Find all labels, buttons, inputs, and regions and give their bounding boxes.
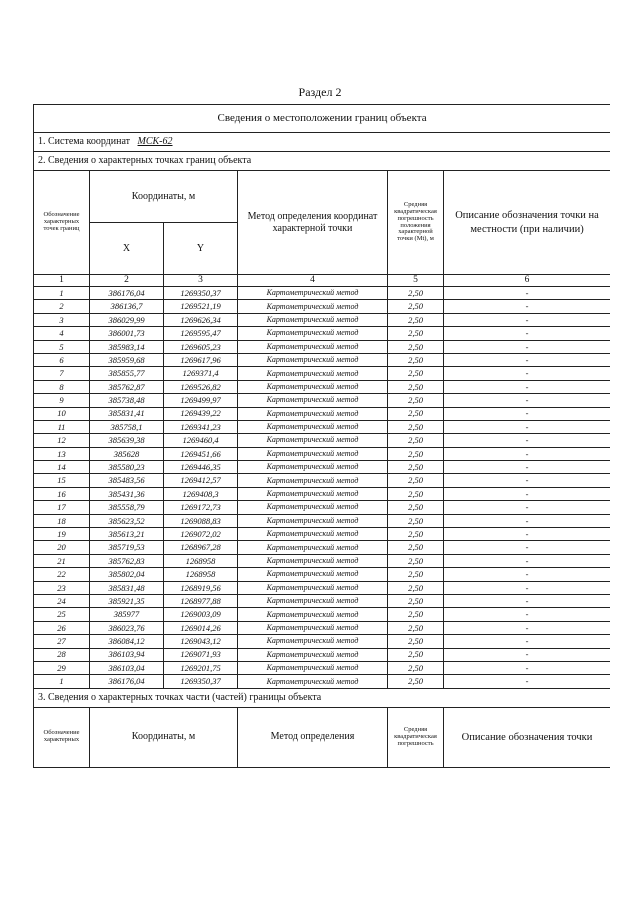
table-row: [34, 407, 611, 420]
coord-x-cell: 385762,83: [90, 554, 164, 567]
method-cell: Картометрический метод: [238, 675, 388, 688]
method-cell: Картометрический метод: [238, 340, 388, 353]
accuracy-cell: 2,50: [388, 447, 444, 460]
table-row: [34, 675, 611, 688]
coord-y-cell: 1269071,93: [164, 648, 238, 661]
method-cell: Картометрический метод: [238, 367, 388, 380]
table-row: [34, 394, 611, 407]
coord-x-cell: 385580,23: [90, 461, 164, 474]
description-cell: -: [444, 541, 611, 554]
method-cell: Картометрический метод: [238, 635, 388, 648]
description-cell: -: [444, 340, 611, 353]
table-row: [34, 353, 611, 366]
point-id-cell: 5: [34, 340, 90, 353]
coord-y-cell: 1269499,97: [164, 394, 238, 407]
table-row: [34, 541, 611, 554]
point-id-cell: 20: [34, 541, 90, 554]
coord-y-cell: 1269617,96: [164, 353, 238, 366]
accuracy-cell: 2,50: [388, 487, 444, 500]
table-row: [34, 594, 611, 607]
table-row: [34, 313, 611, 326]
table-row: [34, 648, 611, 661]
point-id-cell: 14: [34, 461, 90, 474]
coord-x-cell: 385639,38: [90, 434, 164, 447]
header-coords: Координаты, м: [90, 171, 238, 223]
description-cell: -: [444, 394, 611, 407]
coord-x-cell: 385431,36: [90, 487, 164, 500]
header-description: Описание обозначения точки на местности (при наличии): [444, 171, 611, 275]
coord-x-cell: 385921,35: [90, 594, 164, 607]
coord-x-cell: 385613,21: [90, 528, 164, 541]
description-cell: -: [444, 353, 611, 366]
coord-x-cell: 385831,41: [90, 407, 164, 420]
description-cell: -: [444, 313, 611, 326]
point-id-cell: 28: [34, 648, 90, 661]
description-cell: -: [444, 554, 611, 567]
coord-y-cell: 1269412,57: [164, 474, 238, 487]
coord-x-cell: 385959,68: [90, 353, 164, 366]
coord-y-cell: 1269014,26: [164, 621, 238, 634]
accuracy-cell: 2,50: [388, 353, 444, 366]
accuracy-cell: 2,50: [388, 434, 444, 447]
coord-y-cell: 1269350,37: [164, 675, 238, 688]
table-row: [34, 420, 611, 433]
coord-y-cell: 1268958: [164, 568, 238, 581]
point-id-cell: 18: [34, 514, 90, 527]
method-cell: Картометрический метод: [238, 434, 388, 447]
coord-y-cell: 1269460,4: [164, 434, 238, 447]
coord-x-cell: 386176,04: [90, 675, 164, 688]
accuracy-cell: 2,50: [388, 327, 444, 340]
description-cell: -: [444, 501, 611, 514]
coord-x-cell: 385802,04: [90, 568, 164, 581]
method-cell: Картометрический метод: [238, 353, 388, 366]
col-number: 4: [238, 275, 388, 287]
point-id-cell: 1: [34, 675, 90, 688]
point-id-cell: 11: [34, 420, 90, 433]
point-id-cell: 16: [34, 487, 90, 500]
accuracy-cell: 2,50: [388, 340, 444, 353]
table-row: [34, 487, 611, 500]
description-cell: -: [444, 474, 611, 487]
method-cell: Картометрический метод: [238, 474, 388, 487]
accuracy-cell: 2,50: [388, 407, 444, 420]
method-cell: Картометрический метод: [238, 661, 388, 674]
header-row: [34, 171, 611, 223]
accuracy-cell: 2,50: [388, 501, 444, 514]
point-id-cell: 13: [34, 447, 90, 460]
point-id-cell: 29: [34, 661, 90, 674]
coord-y-cell: 1269451,66: [164, 447, 238, 460]
coord-y-cell: 1269341,23: [164, 420, 238, 433]
col-number: 3: [164, 275, 238, 287]
description-cell: -: [444, 434, 611, 447]
method-cell: Картометрический метод: [238, 528, 388, 541]
description-cell: -: [444, 661, 611, 674]
header-method: Метод определения координат характерной точки: [238, 171, 388, 275]
table-row: [34, 447, 611, 460]
coord-y-cell: 1269526,82: [164, 380, 238, 393]
boundary-table: [33, 104, 610, 768]
method-cell: Картометрический метод: [238, 554, 388, 567]
description-cell: -: [444, 407, 611, 420]
point-id-cell: 17: [34, 501, 90, 514]
coord-y-cell: 1268977,88: [164, 594, 238, 607]
coord-x-cell: 386084,12: [90, 635, 164, 648]
description-cell: -: [444, 675, 611, 688]
point-id-cell: 10: [34, 407, 90, 420]
table-row: [34, 568, 611, 581]
coord-y-cell: 1268958: [164, 554, 238, 567]
coord-y-cell: 1269626,34: [164, 313, 238, 326]
point-id-cell: 4: [34, 327, 90, 340]
description-cell: -: [444, 287, 611, 300]
accuracy-cell: 2,50: [388, 621, 444, 634]
coord-x-cell: 386103,04: [90, 661, 164, 674]
coord-x-cell: 385762,87: [90, 380, 164, 393]
header2-point-id: Обозначение характерных: [34, 707, 90, 767]
method-cell: Картометрический метод: [238, 581, 388, 594]
method-cell: Картометрический метод: [238, 487, 388, 500]
boundary-sheet: [33, 104, 610, 824]
accuracy-cell: 2,50: [388, 675, 444, 688]
description-cell: -: [444, 514, 611, 527]
table-row: [34, 434, 611, 447]
table-row: [34, 300, 611, 313]
coord-x-cell: 385855,77: [90, 367, 164, 380]
description-cell: -: [444, 380, 611, 393]
coord-y-cell: 1269595,47: [164, 327, 238, 340]
description-cell: -: [444, 621, 611, 634]
coord-y-cell: 1269439,22: [164, 407, 238, 420]
description-cell: -: [444, 367, 611, 380]
method-cell: Картометрический метод: [238, 420, 388, 433]
header2-coords: Координаты, м: [90, 707, 238, 767]
point-id-cell: 3: [34, 313, 90, 326]
coord-y-cell: 1269350,37: [164, 287, 238, 300]
coord-y-cell: 1269072,02: [164, 528, 238, 541]
coord-x-cell: 386023,76: [90, 621, 164, 634]
accuracy-cell: 2,50: [388, 367, 444, 380]
description-cell: -: [444, 300, 611, 313]
table-row: [34, 528, 611, 541]
accuracy-cell: 2,50: [388, 648, 444, 661]
accuracy-cell: 2,50: [388, 528, 444, 541]
accuracy-cell: 2,50: [388, 661, 444, 674]
accuracy-cell: 2,50: [388, 394, 444, 407]
accuracy-cell: 2,50: [388, 474, 444, 487]
table-row: [34, 501, 611, 514]
col-number: 2: [90, 275, 164, 287]
accuracy-cell: 2,50: [388, 541, 444, 554]
header2-method: Метод определения: [238, 707, 388, 767]
point-id-cell: 1: [34, 287, 90, 300]
method-cell: Картометрический метод: [238, 394, 388, 407]
method-cell: Картометрический метод: [238, 461, 388, 474]
method-cell: Картометрический метод: [238, 327, 388, 340]
header-point-id: Обозначение характерных точек границ: [34, 171, 90, 275]
table-row: [34, 581, 611, 594]
table-row: [34, 608, 611, 621]
point-id-cell: 9: [34, 394, 90, 407]
point-id-cell: 2: [34, 300, 90, 313]
coord-y-cell: 1269371,4: [164, 367, 238, 380]
coord-system-row: [34, 133, 611, 152]
header-x: X: [90, 223, 164, 275]
accuracy-cell: 2,50: [388, 608, 444, 621]
description-cell: -: [444, 568, 611, 581]
point-id-cell: 21: [34, 554, 90, 567]
point-id-cell: 24: [34, 594, 90, 607]
table-row: [34, 635, 611, 648]
description-cell: -: [444, 327, 611, 340]
col-number: 1: [34, 275, 90, 287]
coord-x-cell: 386136,7: [90, 300, 164, 313]
method-cell: Картометрический метод: [238, 594, 388, 607]
coord-y-cell: 1269446,35: [164, 461, 238, 474]
point-id-cell: 22: [34, 568, 90, 581]
coord-x-cell: 385758,1: [90, 420, 164, 433]
coord-y-cell: 1269521,19: [164, 300, 238, 313]
point-id-cell: 27: [34, 635, 90, 648]
description-cell: -: [444, 648, 611, 661]
point-id-cell: 26: [34, 621, 90, 634]
coord-system-value: МСК-62: [137, 136, 173, 147]
description-cell: -: [444, 487, 611, 500]
description-cell: -: [444, 594, 611, 607]
accuracy-cell: 2,50: [388, 420, 444, 433]
header-accuracy: Средняя квадратическая погрешность положения характерной точки (Mt), м: [388, 171, 444, 275]
table-row: [34, 661, 611, 674]
method-cell: Картометрический метод: [238, 447, 388, 460]
page-title: Раздел 2: [298, 85, 342, 99]
table-row: [34, 327, 611, 340]
coord-y-cell: 1269003,09: [164, 608, 238, 621]
table-row: [34, 287, 611, 300]
section-title: Сведения о местоположении границ объекта: [34, 105, 611, 133]
table-row: [34, 474, 611, 487]
method-cell: Картометрический метод: [238, 407, 388, 420]
point-id-cell: 6: [34, 353, 90, 366]
coord-x-cell: 386103,94: [90, 648, 164, 661]
table-row: [34, 367, 611, 380]
point-id-cell: 8: [34, 380, 90, 393]
coord-x-cell: 385483,56: [90, 474, 164, 487]
point-id-cell: 25: [34, 608, 90, 621]
col-number: 5: [388, 275, 444, 287]
points-heading: 2. Сведения о характерных точках границ объекта: [34, 152, 611, 171]
description-cell: -: [444, 635, 611, 648]
description-cell: -: [444, 461, 611, 474]
coord-y-cell: 1268919,56: [164, 581, 238, 594]
accuracy-cell: 2,50: [388, 287, 444, 300]
method-cell: Картометрический метод: [238, 501, 388, 514]
point-id-cell: 12: [34, 434, 90, 447]
coord-y-cell: 1269408,3: [164, 487, 238, 500]
description-cell: -: [444, 581, 611, 594]
table-row: [34, 380, 611, 393]
method-cell: Картометрический метод: [238, 300, 388, 313]
header-y: Y: [164, 223, 238, 275]
description-cell: -: [444, 608, 611, 621]
header2-description: Описание обозначения точки: [444, 707, 611, 767]
accuracy-cell: 2,50: [388, 581, 444, 594]
description-cell: -: [444, 447, 611, 460]
accuracy-cell: 2,50: [388, 554, 444, 567]
header2-accuracy: Средняя квадратическая погрешность: [388, 707, 444, 767]
accuracy-cell: 2,50: [388, 514, 444, 527]
section-title-row: [34, 105, 611, 133]
coord-x-cell: 385558,79: [90, 501, 164, 514]
coord-y-cell: 1269201,75: [164, 661, 238, 674]
column-numbers-row: [34, 275, 611, 287]
parts-heading: 3. Сведения о характерных точках части (частей) границы объекта: [34, 688, 611, 707]
coord-y-cell: 1269605,23: [164, 340, 238, 353]
coord-x-cell: 385628: [90, 447, 164, 460]
accuracy-cell: 2,50: [388, 635, 444, 648]
description-cell: -: [444, 528, 611, 541]
description-cell: -: [444, 420, 611, 433]
point-id-cell: 23: [34, 581, 90, 594]
coord-x-cell: 386029,99: [90, 313, 164, 326]
method-cell: Картометрический метод: [238, 313, 388, 326]
table-row: [34, 340, 611, 353]
accuracy-cell: 2,50: [388, 594, 444, 607]
method-cell: Картометрический метод: [238, 380, 388, 393]
coord-y-cell: 1269043,12: [164, 635, 238, 648]
coord-x-cell: 386001,73: [90, 327, 164, 340]
point-id-cell: 15: [34, 474, 90, 487]
point-id-cell: 7: [34, 367, 90, 380]
accuracy-cell: 2,50: [388, 568, 444, 581]
table-row: [34, 554, 611, 567]
accuracy-cell: 2,50: [388, 300, 444, 313]
table-row: [34, 461, 611, 474]
method-cell: Картометрический метод: [238, 608, 388, 621]
method-cell: Картометрический метод: [238, 568, 388, 581]
coord-system-label: 1. Система координат: [38, 136, 131, 147]
table-row: [34, 514, 611, 527]
points-heading-row: [34, 152, 611, 171]
coord-x-cell: 385983,14: [90, 340, 164, 353]
accuracy-cell: 2,50: [388, 313, 444, 326]
coord-x-cell: 385738,48: [90, 394, 164, 407]
method-cell: Картометрический метод: [238, 541, 388, 554]
accuracy-cell: 2,50: [388, 461, 444, 474]
table-row: [34, 621, 611, 634]
coord-x-cell: 385977: [90, 608, 164, 621]
parts-heading-row: [34, 688, 611, 707]
coord-x-cell: 385623,52: [90, 514, 164, 527]
header2-row: [34, 707, 611, 767]
col-number: 6: [444, 275, 611, 287]
accuracy-cell: 2,50: [388, 380, 444, 393]
method-cell: Картометрический метод: [238, 648, 388, 661]
coord-x-cell: 385831,48: [90, 581, 164, 594]
coord-y-cell: 1269088,83: [164, 514, 238, 527]
coord-x-cell: 385719,53: [90, 541, 164, 554]
coord-x-cell: 386176,04: [90, 287, 164, 300]
coord-y-cell: 1269172,73: [164, 501, 238, 514]
coord-y-cell: 1268967,28: [164, 541, 238, 554]
point-id-cell: 19: [34, 528, 90, 541]
method-cell: Картометрический метод: [238, 621, 388, 634]
method-cell: Картометрический метод: [238, 287, 388, 300]
method-cell: Картометрический метод: [238, 514, 388, 527]
